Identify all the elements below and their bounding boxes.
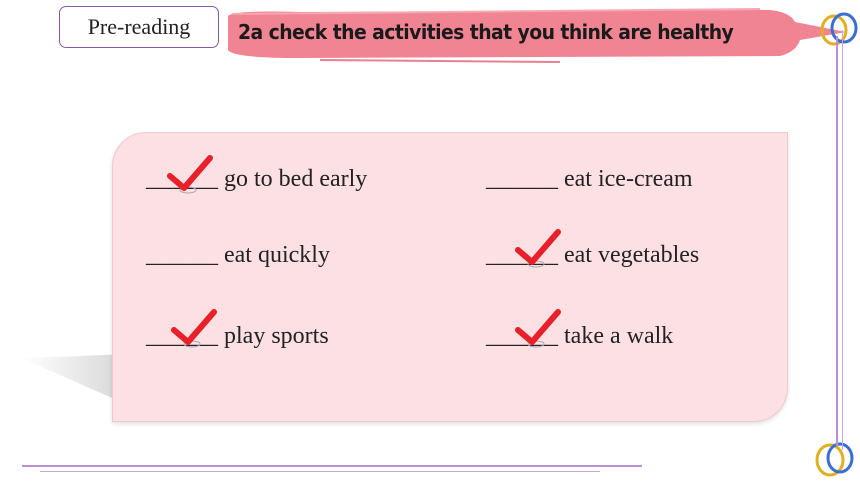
activity-item[interactable] [486,166,693,193]
answer-blank[interactable]: ______ [486,166,558,192]
decorative-line [836,36,838,446]
answer-blank[interactable]: ______ [146,323,218,349]
check-mark-icon [512,228,564,270]
activity-label: take a walk [564,323,674,349]
check-mark-icon [164,154,216,196]
activity-label: eat vegetables [564,242,700,268]
answer-blank[interactable]: ______ [486,242,558,268]
ring-decoration-icon [818,10,860,50]
answer-blank[interactable]: ______ [146,242,218,268]
answer-blank[interactable]: ______ [486,323,558,349]
pre-reading-button[interactable]: Pre-reading [59,6,219,48]
check-mark-icon [512,308,564,350]
ring-decoration-icon [812,438,856,480]
decorative-line [40,471,600,472]
task-title: 2a check the activities that you think are healthy [238,20,734,44]
check-mark-icon [168,308,220,350]
activity-label: play sports [224,323,329,349]
activity-label: eat ice-cream [564,166,693,192]
activity-label: go to bed early [224,166,368,192]
answer-blank[interactable]: ______ [146,166,218,192]
activity-label: eat quickly [224,242,330,268]
decorative-line [842,30,843,450]
activity-item[interactable] [146,242,330,269]
decorative-line [22,465,642,467]
